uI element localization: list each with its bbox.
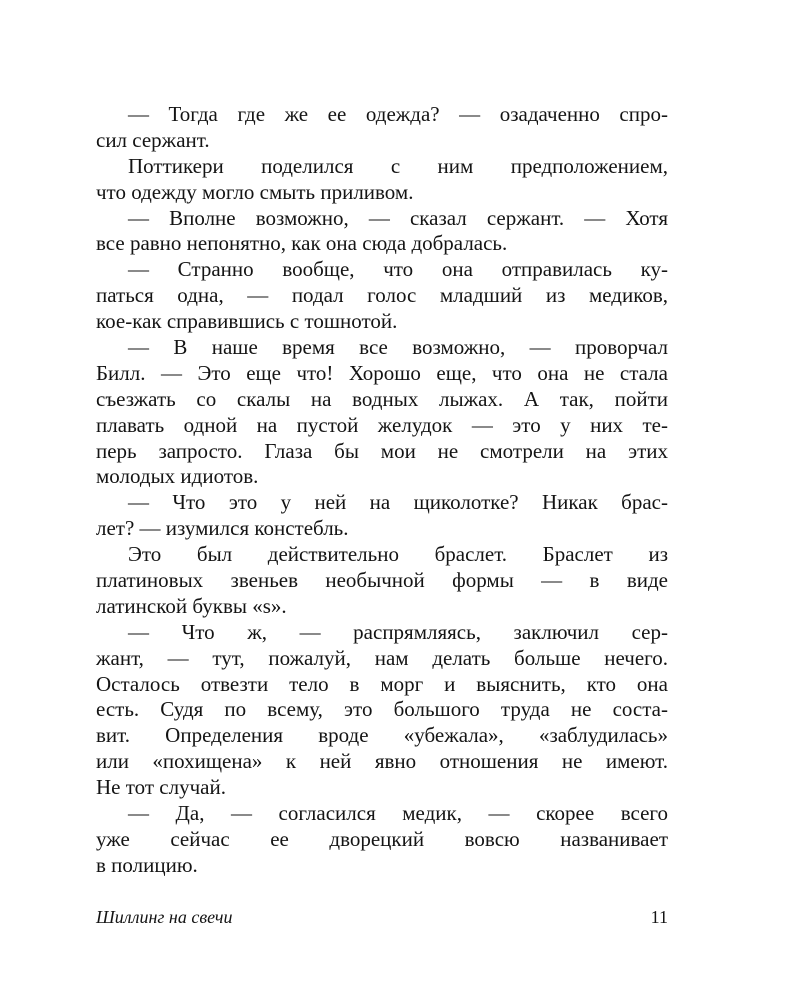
text-line: в полицию. — [96, 852, 198, 877]
text-line: платиновых звеньев необычной формы — в виде — [96, 568, 668, 593]
text-line: сил сержант. — [96, 127, 210, 152]
text-line: что одежду могло смыть приливом. — [96, 179, 414, 204]
running-title: Шиллинг на свечи — [96, 907, 233, 927]
text-line: съезжать со скалы на водных лыжах. А так, пойти — [96, 386, 668, 411]
text-line: — В наше время все возможно, — проворчал — [128, 335, 668, 360]
text-line: кое-как справившись с тошнотой. — [96, 309, 398, 334]
text-line: лет? — изумился констебль. — [96, 516, 349, 541]
text-line: все равно непонятно, как она сюда добралась. — [96, 231, 508, 256]
text-line: — Вполне возможно, — сказал сержант. — Хотя — [128, 205, 668, 230]
text-line: молодых идиотов. — [96, 464, 259, 489]
text-line: плавать одной на пустой желудок — это у них те- — [96, 412, 668, 437]
text-line: — Да, — согласился медик, — скорее всего — [128, 801, 668, 826]
text-line: или «похищена» к ней явно отношения не имеют. — [96, 749, 668, 774]
text-line: — Что ж, — распрямляясь, заключил сер- — [128, 619, 668, 644]
body-text — [96, 102, 668, 879]
text-line: — Странно вообще, что она отправилась ку- — [128, 257, 668, 282]
text-line: Это был действительно браслет. Браслет из — [128, 542, 668, 567]
text-line: — Что это у ней на щиколотке? Никак брас- — [128, 490, 668, 515]
page-footer — [96, 903, 668, 931]
text-line: уже сейчас ее дворецкий вовсю названивает — [96, 826, 668, 851]
text-line: вит. Определения вроде «убежала», «заблудилась» — [96, 723, 668, 748]
text-line: Билл. — Это еще что! Хорошо еще, что она не стала — [96, 360, 668, 385]
text-line: Осталось отвезти тело в морг и выяснить, кто она — [96, 671, 668, 696]
page-number: 11 — [650, 907, 668, 927]
text-line: паться одна, — подал голос младший из медиков, — [96, 283, 668, 308]
text-line: жант, — тут, пожалуй, нам делать больше нечего. — [96, 645, 668, 670]
text-line: есть. Судя по всему, это большого труда не соста- — [96, 697, 668, 722]
text-line: перь запросто. Глаза бы мои не смотрели на этих — [96, 438, 668, 463]
text-line: латинской буквы «s». — [96, 593, 287, 618]
text-line: Не тот случай. — [96, 775, 226, 800]
text-line: Поттикери поделился с ним предположением, — [128, 153, 668, 178]
text-line: — Тогда где же ее одежда? — озадаченно спро- — [128, 102, 668, 126]
